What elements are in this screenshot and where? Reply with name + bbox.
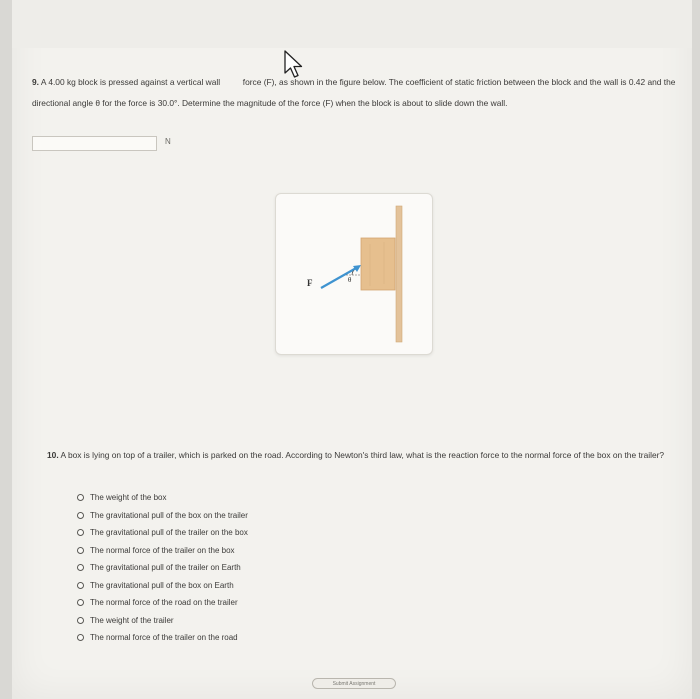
- question-9-text-end: force (F), as shown in the figure below. The coefficient of static friction between the block and the wall is 0.42 and the directional angle θ for the force is 30.0°. Determine the magnitude of the force (F) when the block is about to slide down the wall.: [32, 77, 676, 108]
- option-normal-road-on-trailer[interactable]: The normal force of the road on the trailer: [77, 594, 397, 612]
- question-10-options: [77, 489, 397, 647]
- option-gravity-box-on-earth[interactable]: The gravitational pull of the box on Earth: [77, 577, 397, 595]
- option-gravity-trailer-on-earth[interactable]: The gravitational pull of the trailer on Earth: [77, 559, 397, 577]
- radio-button[interactable]: [77, 547, 84, 554]
- answer-unit-label: N: [165, 137, 171, 146]
- assignment-page: [12, 0, 692, 699]
- option-gravity-box-on-trailer[interactable]: The gravitational pull of the box on the trailer: [77, 507, 397, 525]
- question-10: [47, 445, 667, 465]
- mouse-pointer-icon: [283, 49, 309, 81]
- radio-button[interactable]: [77, 617, 84, 624]
- page-header-area: [12, 0, 692, 48]
- question-9-answer-input[interactable]: [32, 136, 157, 151]
- radio-button[interactable]: [77, 512, 84, 519]
- question-10-text: A box is lying on top of a trailer, which is parked on the road. According to Newton's third law, what is the reaction force to the normal force of the box on the trailer?: [58, 450, 665, 460]
- radio-button[interactable]: [77, 564, 84, 571]
- option-normal-trailer-on-road[interactable]: The normal force of the trailer on the road: [77, 629, 397, 647]
- block: [361, 238, 395, 290]
- option-gravity-trailer-on-box[interactable]: The gravitational pull of the trailer on the box: [77, 524, 397, 542]
- radio-button[interactable]: [77, 582, 84, 589]
- block-against-wall-diagram: [276, 194, 432, 354]
- question-10-number: 10.: [47, 450, 59, 460]
- option-weight-of-trailer[interactable]: The weight of the trailer: [77, 612, 397, 630]
- option-normal-trailer-on-box[interactable]: The normal force of the trailer on the box: [77, 542, 397, 560]
- question-9: [32, 72, 687, 114]
- question-9-text-start: A 4.00 kg block is pressed against a vertical wall: [39, 77, 223, 87]
- question-9-figure: [275, 193, 433, 355]
- submit-assignment-button[interactable]: Submit Assignment: [312, 678, 396, 689]
- radio-button[interactable]: [77, 494, 84, 501]
- radio-button[interactable]: [77, 634, 84, 641]
- angle-label: θ: [348, 276, 352, 284]
- radio-button[interactable]: [77, 599, 84, 606]
- wall: [396, 206, 402, 342]
- radio-button[interactable]: [77, 529, 84, 536]
- force-label: F: [307, 278, 313, 288]
- question-9-number: 9.: [32, 77, 39, 87]
- option-weight-of-box[interactable]: The weight of the box: [77, 489, 397, 507]
- force-arrow: [321, 267, 358, 288]
